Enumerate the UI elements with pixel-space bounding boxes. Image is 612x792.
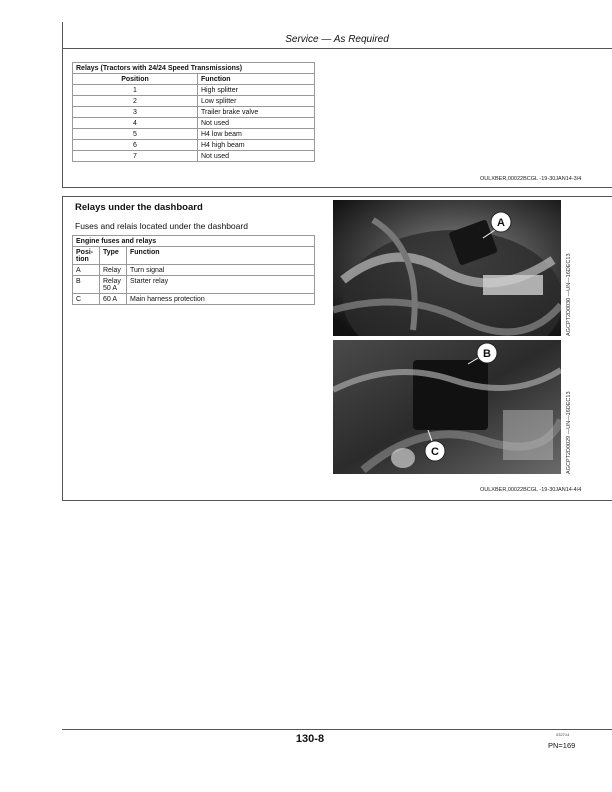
relay-function: H4 low beam <box>198 129 315 140</box>
relay-position: 5 <box>73 129 198 140</box>
callout-b: B <box>483 348 491 360</box>
table-row <box>73 96 315 107</box>
fuse-position: B <box>73 276 100 294</box>
fuses-col-position: Posi- tion <box>73 247 100 265</box>
relay-function: Trailer brake valve <box>198 107 315 118</box>
section-title: Relays under the dashboard <box>75 202 203 213</box>
fuse-type: Relay <box>100 265 127 276</box>
engine-fuses-table <box>72 235 315 305</box>
table-row <box>73 276 315 294</box>
fuse-position: C <box>73 294 100 305</box>
page-number: 130-8 <box>295 733 325 745</box>
relays-col-function: Function <box>198 74 315 85</box>
relay-position: 4 <box>73 118 198 129</box>
relay-position: 1 <box>73 85 198 96</box>
pn-number: PN=169 <box>548 741 576 750</box>
fuses-col-type: Type <box>100 247 127 265</box>
relays-table <box>72 62 315 162</box>
footer-code: 032714 <box>556 732 570 737</box>
section-subtitle: Fuses and relais located under the dashboard <box>75 221 248 231</box>
dashboard-relay-photo-bc <box>333 340 561 474</box>
relay-photo-image <box>333 200 561 336</box>
relay-position: 6 <box>73 140 198 151</box>
table-row <box>73 294 315 305</box>
callout-a: A <box>497 217 505 229</box>
relay-function: Not used <box>198 151 315 162</box>
table-row <box>73 151 315 162</box>
table-row <box>73 85 315 96</box>
relay-position: 2 <box>73 96 198 107</box>
fuse-position: A <box>73 265 100 276</box>
table-row <box>73 129 315 140</box>
relays-col-position: Position <box>73 74 198 85</box>
photo-bc-code: AGCPT2D0029 —UN—16DEC13 <box>566 391 572 474</box>
fuse-type: Relay 50 A <box>100 276 127 294</box>
fuse-function: Turn signal <box>127 265 315 276</box>
fuse-function: Main harness protection <box>127 294 315 305</box>
photo-a-code: AGCPT2D0030 —UN—16DEC13 <box>566 253 572 336</box>
fuses-col-function: Function <box>127 247 315 265</box>
relay-photo-image <box>333 340 561 474</box>
table-row <box>73 118 315 129</box>
relay-position: 7 <box>73 151 198 162</box>
relay-function: High splitter <box>198 85 315 96</box>
relay-function: H4 high beam <box>198 140 315 151</box>
callout-c: C <box>431 446 439 458</box>
table-row <box>73 265 315 276</box>
relay-function: Not used <box>198 118 315 129</box>
page-header-title: Service — As Required <box>285 34 389 45</box>
relays-reference-code: OULXBER,00022BCGL -19-30JAN14-3/4 <box>480 176 582 182</box>
table-row <box>73 140 315 151</box>
footer-rule <box>62 729 612 730</box>
relay-function: Low splitter <box>198 96 315 107</box>
relays-table-caption: Relays (Tractors with 24/24 Speed Transmissions) <box>73 63 315 74</box>
fuse-type: 60 A <box>100 294 127 305</box>
fuse-function: Starter relay <box>127 276 315 294</box>
relay-position: 3 <box>73 107 198 118</box>
table-row <box>73 107 315 118</box>
fuses-table-caption: Engine fuses and relays <box>73 236 315 247</box>
dashboard-relay-photo-a <box>333 200 561 336</box>
dashboard-reference-code: OULXBER,00022BCGL -19-30JAN14-4/4 <box>480 487 582 493</box>
